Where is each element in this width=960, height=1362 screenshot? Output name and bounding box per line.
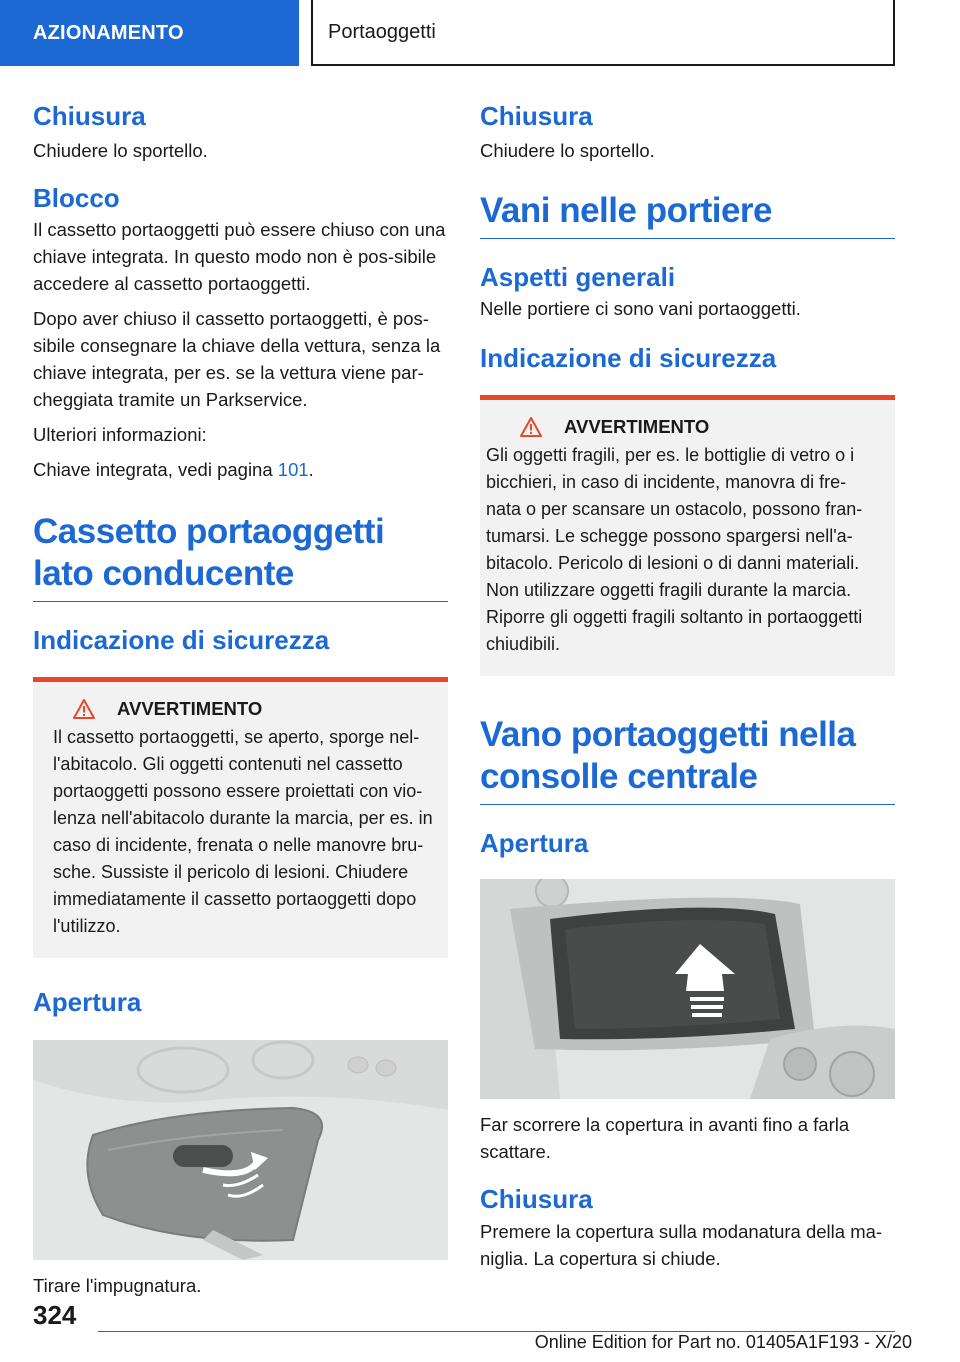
- blocco-paragraph-2: Dopo aver chiuso il cassetto portaoggetti, è pos-sibile consegnare la chiave della vettura, senza la chiave integrata, per es. se la vettura viene par-cheggiata tramite un Parkservice.: [33, 308, 441, 410]
- warning-triangle-icon: [520, 417, 542, 437]
- heading-chiusura2-right: Chiusura: [480, 1184, 593, 1214]
- warning-box-right: [480, 395, 895, 676]
- heading-chiusura: Chiusura: [33, 101, 146, 131]
- reference-text: Chiave integrata, vedi pagina: [33, 459, 278, 480]
- blocco-reference: [33, 456, 448, 483]
- warning-text-right: Gli oggetti fragili, per es. le bottiglie di vetro o i bicchieri, in caso di incidente, manovra di fre-nata o per scansare un ostacolo, possono fran-tumarsi. Le schegge possono spargersi nell'a-bitacolo. Pericolo di lesioni o di danni materiali. Non utilizzare oggetti fragili durante la marcia. Riporre gli oggetti fragili soltanto in portaoggetti chiudibili.: [486, 444, 863, 654]
- chapter-tab: [0, 0, 299, 66]
- console-cover-image: [480, 879, 895, 1099]
- chiusura-text: Chiudere lo sportello.: [33, 139, 208, 161]
- heading-safety: Indicazione di sicurezza: [33, 625, 330, 655]
- warning-label: AVVERTIMENTO: [117, 697, 263, 719]
- left-column: [33, 100, 448, 1299]
- console-illustration: [480, 879, 895, 1099]
- section-title-vani: Vani nelle portiere: [480, 190, 895, 239]
- warning-label-right: AVVERTIMENTO: [564, 415, 710, 437]
- heading-aspetti-generali: Aspetti generali: [480, 261, 676, 292]
- topic-title: Portaoggetti: [328, 20, 436, 43]
- glovebox-handle-image: [33, 1040, 448, 1260]
- warning-header-right: [500, 416, 881, 438]
- right-column: [480, 100, 895, 1272]
- chapter-title: AZIONAMENTO: [33, 21, 184, 44]
- apertura-caption-right: Far scorrere la copertura in avanti fino a farla scattare.: [480, 1114, 850, 1162]
- glovebox-illustration: [33, 1040, 448, 1260]
- heading-apertura-right: Apertura: [480, 827, 589, 858]
- chiusura-text-right: Chiudere lo sportello.: [480, 139, 655, 161]
- chiusura2-text-right: Premere la copertura sulla modanatura della ma-niglia. La copertura si chiude.: [480, 1220, 883, 1269]
- warning-triangle-icon: [73, 699, 95, 719]
- warning-text: Il cassetto portaoggetti, se aperto, sporge nel-l'abitacolo. Gli oggetti contenuti nel cassetto portaoggetti possono essere proiettati con vio-lenza nell'abitacolo durante la marcia, per es. in caso di incidente, frenata o nelle manovre bru-sche. Sussiste il pericolo di lesioni. Chiudere immediatamente il cassetto portaoggetti dopo l'utilizzo.: [53, 726, 433, 936]
- heading-apertura: Apertura: [33, 986, 142, 1017]
- warning-box: [33, 677, 448, 958]
- topic-tab: [311, 0, 895, 66]
- section-title-consolle: Vano portaoggetti nella consolle centrale: [480, 714, 895, 805]
- heading-chiusura-right: Chiusura: [480, 101, 593, 131]
- apertura-caption: Tirare l'impugnatura.: [33, 1275, 202, 1296]
- heading-blocco: Blocco: [33, 182, 120, 213]
- heading-safety-right: Indicazione di sicurezza: [480, 343, 777, 373]
- page-number: 324: [33, 1300, 77, 1330]
- section-title-cassetto: Cassetto portaoggetti lato conducente: [33, 511, 448, 602]
- blocco-paragraph-3: Ulteriori informazioni:: [33, 424, 207, 445]
- generali-text: Nelle portiere ci sono vani portaoggetti.: [480, 298, 801, 319]
- reference-period: .: [308, 459, 314, 480]
- blocco-paragraph-1: Il cassetto portaoggetti può essere chiuso con una chiave integrata. In questo modo non è pos-sibile accedere al cassetto portaoggetti.: [33, 219, 446, 294]
- footer-edition: Online Edition for Part no. 01405A1F193 - X/20: [534, 1332, 912, 1352]
- page-link-101[interactable]: 101: [277, 459, 309, 480]
- warning-header: [53, 698, 434, 720]
